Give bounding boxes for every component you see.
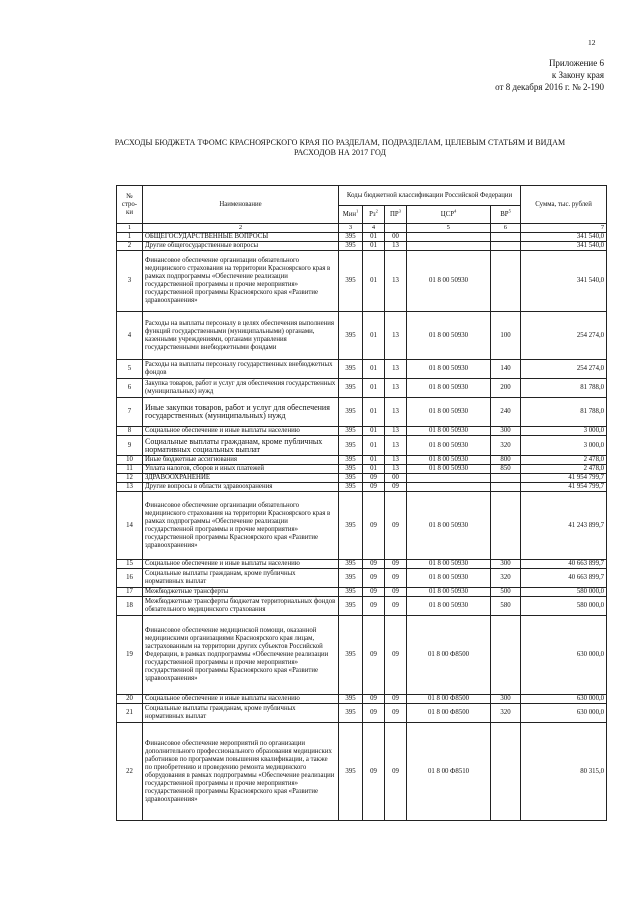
row-number-cell: 10 [117,456,143,465]
row-min-cell: 395 [339,695,363,704]
row-csr-cell [407,233,491,242]
row-vr-cell: 800 [491,456,521,465]
row-csr-cell: 01 8 00 50930 [407,588,491,597]
row-pr-cell: 13 [385,465,407,474]
row-min-cell: 395 [339,398,363,427]
row-rz-cell: 01 [363,465,385,474]
row-name-cell: Уплата налогов, сборов и иных платежей [143,465,339,474]
row-vr-cell: 300 [491,695,521,704]
row-pr-cell: 13 [385,242,407,251]
row-rz-cell: 09 [363,597,385,616]
column-number: 4 [363,224,385,233]
row-number-cell: 21 [117,704,143,723]
row-csr-cell: 01 8 00 50930 [407,398,491,427]
row-csr-cell: 01 8 00 Ф8500 [407,704,491,723]
table-row [117,233,607,242]
row-min-cell: 395 [339,427,363,436]
row-sum-cell: 3 000,0 [521,427,607,436]
row-name-cell: Финансовое обеспечение медицинской помощи, оказанной медицинскими организациями Красноярского края лицам, застрахованным на территории других субъектов Российской Федерации, в рамках подпрограммы «Обеспечение реализации государственной программы и прочие мероприятия» государственной программы Красноярского края «Развитие здравоохранения» [143,616,339,695]
table-row [117,251,607,312]
table-row [117,704,607,723]
row-pr-cell: 09 [385,704,407,723]
row-name-cell: Социальное обеспечение и иные выплаты населению [143,427,339,436]
header-pr: $ПР^3$ [385,206,407,224]
row-sum-cell: 254 274,0 [521,312,607,360]
row-rz-cell: 09 [363,474,385,483]
row-pr-cell: 09 [385,492,407,560]
header-sum: Сумма, тыс. рублей [521,186,607,224]
row-number-cell: 8 [117,427,143,436]
row-name-cell: Закупка товаров, работ и услуг для обеспечения государственных (муниципальных) нужд [143,379,339,398]
row-min-cell: 395 [339,233,363,242]
row-csr-cell: 01 8 00 50930 [407,569,491,588]
row-pr-cell: 13 [385,312,407,360]
row-sum-cell: 40 663 899,7 [521,560,607,569]
table-row [117,456,607,465]
header-row-number: № стро-ки [117,186,143,224]
row-rz-cell: 01 [363,251,385,312]
row-csr-cell: 01 8 00 50930 [407,379,491,398]
row-name-cell: Социальные выплаты гражданам, кроме публичных нормативных социальных выплат [143,436,339,456]
title-line-2: РАСХОДОВ НА 2017 ГОД [293,148,387,157]
row-min-cell: 395 [339,312,363,360]
row-sum-cell: 630 000,0 [521,616,607,695]
row-sum-cell: 580 000,0 [521,597,607,616]
row-csr-cell: 01 8 00 Ф8500 [407,616,491,695]
row-vr-cell: 320 [491,436,521,456]
row-csr-cell: 01 8 00 50930 [407,597,491,616]
row-rz-cell: 09 [363,704,385,723]
row-name-cell: ЗДРАВООХРАНЕНИЕ [143,474,339,483]
row-vr-cell: 300 [491,427,521,436]
row-vr-cell: 320 [491,704,521,723]
row-name-cell: ОБЩЕГОСУДАРСТВЕННЫЕ ВОПРОСЫ [143,233,339,242]
row-rz-cell: 01 [363,398,385,427]
row-number-cell: 9 [117,436,143,456]
row-name-cell: Финансовое обеспечение организации обязательного медицинского страхования на территории Красноярского края в рамках подпрограммы «Обеспечение реализации государственной программы и прочие мероприятия» государственной программы Красноярского края «Развитие здравоохранения» [143,492,339,560]
row-vr-cell [491,233,521,242]
row-number-cell: 2 [117,242,143,251]
row-min-cell: 395 [339,492,363,560]
row-sum-cell: 2 478,0 [521,456,607,465]
budget-table [116,185,607,821]
row-pr-cell: 13 [385,427,407,436]
row-rz-cell: 01 [363,379,385,398]
row-pr-cell: 09 [385,723,407,821]
row-pr-cell: 13 [385,436,407,456]
row-rz-cell: 09 [363,723,385,821]
row-sum-cell: 630 000,0 [521,695,607,704]
header-csr: ЦСР$^4$ [407,206,491,224]
row-csr-cell: 01 8 00 50930 [407,560,491,569]
page-number: 12 [588,38,596,47]
row-vr-cell: 500 [491,588,521,597]
column-number: 1 [117,224,143,233]
column-number: 5 [446,224,450,231]
row-min-cell: 395 [339,379,363,398]
row-csr-cell [407,483,491,492]
row-pr-cell: 09 [385,597,407,616]
table-row [117,597,607,616]
row-csr-cell [407,242,491,251]
row-vr-cell [491,474,521,483]
table-row [117,492,607,560]
table-row [117,569,607,588]
row-name-cell: Социальное обеспечение и иные выплаты населению [143,695,339,704]
table-row [117,465,607,474]
row-pr-cell: 09 [385,483,407,492]
table-row [117,588,607,597]
row-rz-cell: 01 [363,436,385,456]
row-number-cell: 18 [117,597,143,616]
row-name-cell: Социальные выплаты гражданам, кроме публичных нормативных выплат [143,569,339,588]
column-number [407,224,521,233]
row-sum-cell: 81 788,0 [521,379,607,398]
row-sum-cell: 41 954 799,7 [521,483,607,492]
row-csr-cell: 01 8 00 50930 [407,465,491,474]
row-sum-cell: 341 540,0 [521,251,607,312]
row-name-cell: Межбюджетные трансферты бюджетам территориальных фондов обязательного медицинского страхования [143,597,339,616]
row-number-cell: 1 [117,233,143,242]
row-rz-cell: 01 [363,233,385,242]
row-rz-cell: 01 [363,242,385,251]
row-csr-cell: 01 8 00 50930 [407,436,491,456]
row-min-cell: 395 [339,456,363,465]
row-name-cell: Другие вопросы в области здравоохранения [143,483,339,492]
appendix-line-1: Приложение 6 [548,58,604,68]
row-name-cell: Иные закупки товаров, работ и услуг для обеспечения государственных (муниципальных) нужд [143,398,339,427]
row-vr-cell [491,492,521,560]
row-vr-cell [491,616,521,695]
row-number-cell: 6 [117,379,143,398]
row-name-cell: Межбюджетные трансферты [143,588,339,597]
row-name-cell: Другие общегосударственные вопросы [143,242,339,251]
row-rz-cell: 09 [363,560,385,569]
row-sum-cell: 80 315,0 [521,723,607,821]
table-row [117,723,607,821]
row-csr-cell: 01 8 00 50930 [407,492,491,560]
row-min-cell: 395 [339,436,363,456]
title-line-1: РАСХОДЫ БЮДЖЕТА ТФОМС КРАСНОЯРСКОГО КРАЯ ПО РАЗДЕЛАМ, ПОДРАЗДЕЛАМ, ЦЕЛЕВЫМ СТАТЬЯМ И ВИДАМ [114,138,566,147]
row-sum-cell: 41 954 799,7 [521,474,607,483]
row-pr-cell: 00 [385,233,407,242]
row-number-cell: 3 [117,251,143,312]
row-rz-cell: 09 [363,569,385,588]
row-csr-cell [407,474,491,483]
column-number: 7 [521,224,607,233]
table-row [117,427,607,436]
table-row [117,379,607,398]
row-min-cell: 395 [339,569,363,588]
appendix-line-2: к Закону края [551,70,604,80]
row-rz-cell: 09 [363,483,385,492]
row-name-cell: Расходы на выплаты персоналу государственных внебюджетных фондов [143,360,339,379]
row-vr-cell: 200 [491,379,521,398]
row-rz-cell: 01 [363,456,385,465]
row-pr-cell: 13 [385,456,407,465]
row-csr-cell: 01 8 00 Ф8510 [407,723,491,821]
row-min-cell: 395 [339,597,363,616]
row-number-cell: 14 [117,492,143,560]
row-number-cell: 4 [117,312,143,360]
row-pr-cell: 13 [385,398,407,427]
row-rz-cell: 09 [363,695,385,704]
row-pr-cell: 13 [385,360,407,379]
row-vr-cell: 580 [491,597,521,616]
row-rz-cell: 01 [363,427,385,436]
table-row [117,483,607,492]
row-vr-cell: 240 [491,398,521,427]
row-number-cell: 16 [117,569,143,588]
column-number: 3 [339,224,363,233]
row-sum-cell: 2 478,0 [521,465,607,474]
document-title [100,138,580,158]
table-row [117,560,607,569]
table-row [117,312,607,360]
row-sum-cell: 40 663 899,7 [521,569,607,588]
row-csr-cell: 01 8 00 50930 [407,312,491,360]
header-codes: Коды бюджетной классификации Российской Федерации [339,186,521,206]
row-vr-cell: 100 [491,312,521,360]
row-min-cell: 395 [339,242,363,251]
table-row [117,695,607,704]
row-number-cell: 12 [117,474,143,483]
row-rz-cell: 01 [363,312,385,360]
row-rz-cell: 09 [363,588,385,597]
row-min-cell: 395 [339,474,363,483]
row-pr-cell: 09 [385,569,407,588]
row-sum-cell: 41 243 899,7 [521,492,607,560]
row-sum-cell: 254 274,0 [521,360,607,379]
row-rz-cell: 09 [363,492,385,560]
row-pr-cell: 00 [385,474,407,483]
row-csr-cell: 01 8 00 50930 [407,427,491,436]
table-row [117,474,607,483]
row-name-cell: Финансовое обеспечение организации обязательного медицинского страхования на территории Красноярского края в рамках подпрограммы «Обеспечение реализации государственной программы и прочие мероприятия» государственной программы Красноярского края «Развитие здравоохранения» [143,251,339,312]
row-pr-cell: 13 [385,379,407,398]
row-csr-cell: 01 8 00 50930 [407,456,491,465]
row-number-cell: 20 [117,695,143,704]
row-min-cell: 395 [339,251,363,312]
row-vr-cell: 320 [491,569,521,588]
row-rz-cell: 09 [363,616,385,695]
row-name-cell: Социальные выплаты гражданам, кроме публичных нормативных выплат [143,704,339,723]
row-sum-cell: 3 000,0 [521,436,607,456]
row-number-cell: 15 [117,560,143,569]
row-min-cell: 395 [339,616,363,695]
row-vr-cell [491,242,521,251]
header-name: Наименование [143,186,339,224]
row-csr-cell: 01 8 00 50930 [407,360,491,379]
table-row [117,436,607,456]
row-vr-cell: 850 [491,465,521,474]
header-vr: $ВР^5$ [491,206,521,224]
row-pr-cell: 09 [385,588,407,597]
table-row [117,242,607,251]
row-rz-cell: 01 [363,360,385,379]
row-vr-cell [491,483,521,492]
row-number-cell: 11 [117,465,143,474]
row-min-cell: 395 [339,483,363,492]
row-sum-cell: 341 540,0 [521,233,607,242]
row-sum-cell: 630 000,0 [521,704,607,723]
row-sum-cell: 580 000,0 [521,588,607,597]
header-rz: $Рз^2$ [363,206,385,224]
column-number [385,224,407,233]
row-pr-cell: 09 [385,560,407,569]
row-vr-cell: 140 [491,360,521,379]
row-number-cell: 13 [117,483,143,492]
row-pr-cell: 09 [385,616,407,695]
row-min-cell: 395 [339,588,363,597]
row-name-cell: Иные бюджетные ассигнования [143,456,339,465]
table-row [117,360,607,379]
row-name-cell: Финансовое обеспечение мероприятий по организации дополнительного профессионального образования медицинских работников по программам повышения квалификации, а также по приобретению и проведению ремонта медицинского оборудования в рамках подпрограммы «Обеспечение реализации государственной программы и прочие мероприятия» государственной программы Красноярского края «Развитие здравоохранения» [143,723,339,821]
row-pr-cell: 09 [385,695,407,704]
column-number: 2 [143,224,339,233]
table-row [117,616,607,695]
row-sum-cell: 81 788,0 [521,398,607,427]
row-vr-cell: 300 [491,560,521,569]
header-min: Мин$^1$ [339,206,363,224]
appendix-reference [495,57,604,93]
row-min-cell: 395 [339,704,363,723]
row-sum-cell: 341 540,0 [521,242,607,251]
row-number-cell: 5 [117,360,143,379]
row-vr-cell [491,251,521,312]
row-min-cell: 395 [339,560,363,569]
column-number: 6 [490,224,520,232]
row-number-cell: 17 [117,588,143,597]
row-number-cell: 7 [117,398,143,427]
row-vr-cell [491,723,521,821]
row-pr-cell: 13 [385,251,407,312]
row-csr-cell: 01 8 00 50930 [407,251,491,312]
row-name-cell: Социальное обеспечение и иные выплаты населению [143,560,339,569]
row-number-cell: 22 [117,723,143,821]
row-csr-cell: 01 8 00 Ф8500 [407,695,491,704]
table-row [117,398,607,427]
row-number-cell: 19 [117,616,143,695]
row-name-cell: Расходы на выплаты персоналу в целях обеспечения выполнения функций государственными (муниципальными) органами, казенными учреждениями, органами управления государственными внебюджетными фондами [143,312,339,360]
appendix-line-3: от 8 декабря 2016 г. № 2-190 [495,82,604,92]
row-min-cell: 395 [339,723,363,821]
row-min-cell: 395 [339,465,363,474]
row-min-cell: 395 [339,360,363,379]
